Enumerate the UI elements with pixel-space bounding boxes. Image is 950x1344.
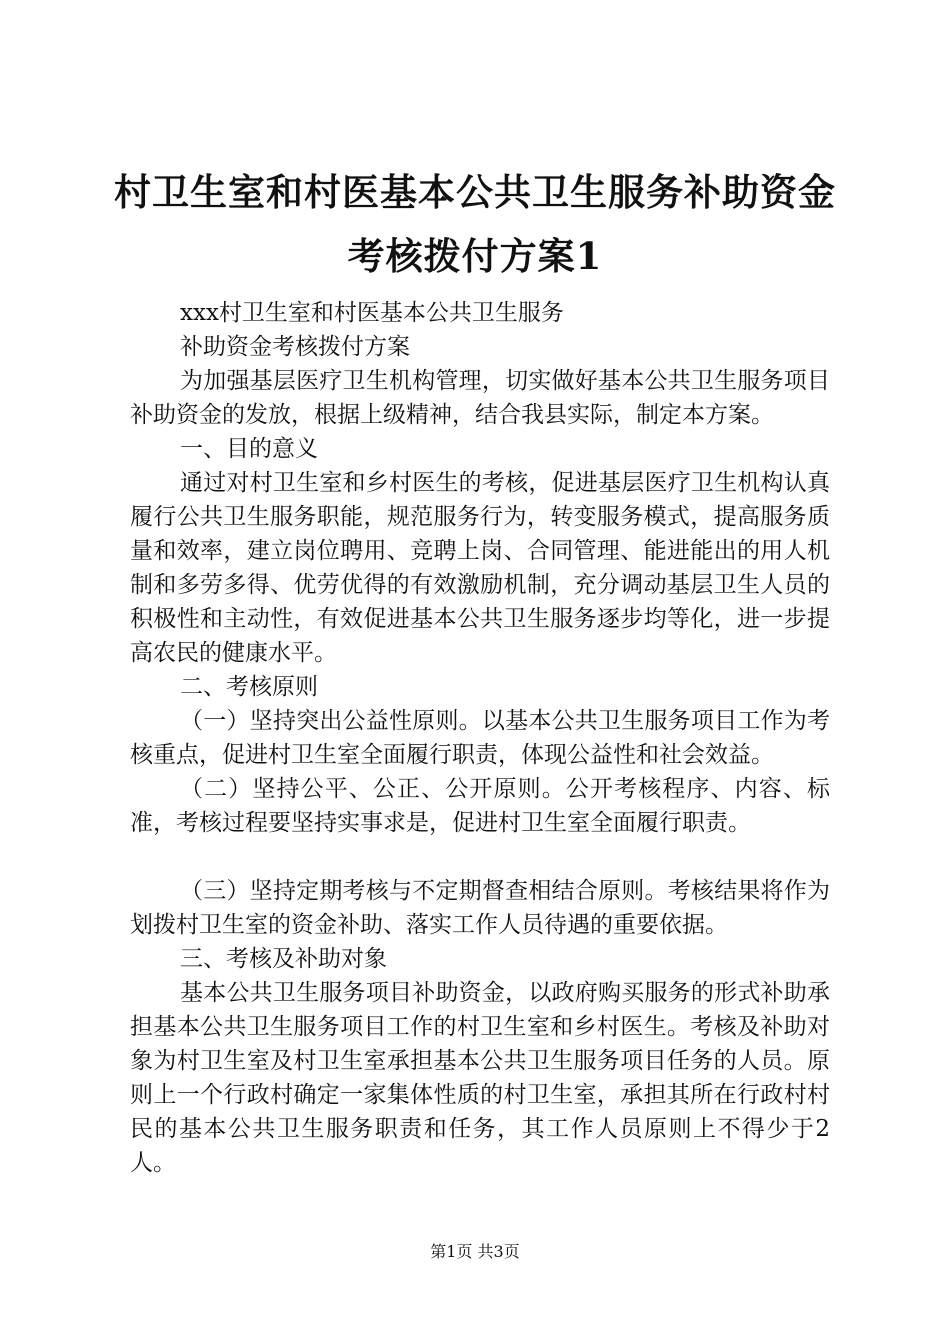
targets-paragraph: 基本公共卫生服务项目补助资金，以政府购买服务的形式补助承担基本公共卫生服务项目工作的村卫生室和乡村医生。考核及补助对象为村卫生室及村卫生室承担基本公共卫生服务项目任务的人员。原则上一个行政村确定一家集体性质的村卫生室，承担其所在行政村村民的基本公共卫生服务职责和任务，其工作人员原则上不得少于2人。 [130, 980, 830, 1176]
page-footer: 第1页 共3页 [430, 1242, 520, 1261]
section-heading-principles: 二、考核原则 [180, 674, 318, 700]
subtitle-line-1: xxx村卫生室和村医基本公共卫生服务 [180, 300, 564, 326]
intro-paragraph: 为加强基层医疗卫生机构管理，切实做好基本公共卫生服务项目补助资金的发放，根据上级精神，结合我县实际，制定本方案。 [130, 368, 830, 428]
purpose-paragraph: 通过对村卫生室和乡村医生的考核，促进基层医疗卫生机构认真履行公共卫生服务职能，规范服务行为，转变服务模式，提高服务质量和效率，建立岗位聘用、竞聘上岗、合同管理、能进能出的用人机制和多劳多得、优劳优得的有效激励机制，充分调动基层卫生人员的积极性和主动性，有效促进基本公共卫生服务逐步均等化，进一步提高农民的健康水平。 [130, 470, 830, 666]
document-body [130, 296, 830, 1180]
principle-3-paragraph: （三）坚持定期考核与不定期督查相结合原则。考核结果将作为划拨村卫生室的资金补助、落实工作人员待遇的重要依据。 [130, 878, 830, 938]
section-heading-purpose: 一、目的意义 [180, 436, 318, 462]
principle-1-paragraph: （一）坚持突出公益性原则。以基本公共卫生服务项目工作为考核重点，促进村卫生室全面履行职责，体现公益性和社会效益。 [130, 708, 830, 768]
subtitle-line-2: 补助资金考核拨付方案 [180, 334, 410, 360]
section-heading-targets: 三、考核及补助对象 [180, 946, 387, 972]
principle-2-paragraph: （二）坚持公平、公正、公开原则。公开考核程序、内容、标准，考核过程要坚持实事求是，促进村卫生室全面履行职责。 [130, 776, 830, 836]
paragraph-spacer [130, 840, 830, 874]
document-title: 村卫生室和村医基本公共卫生服务补助资金考核拨付方案1 [114, 170, 836, 278]
